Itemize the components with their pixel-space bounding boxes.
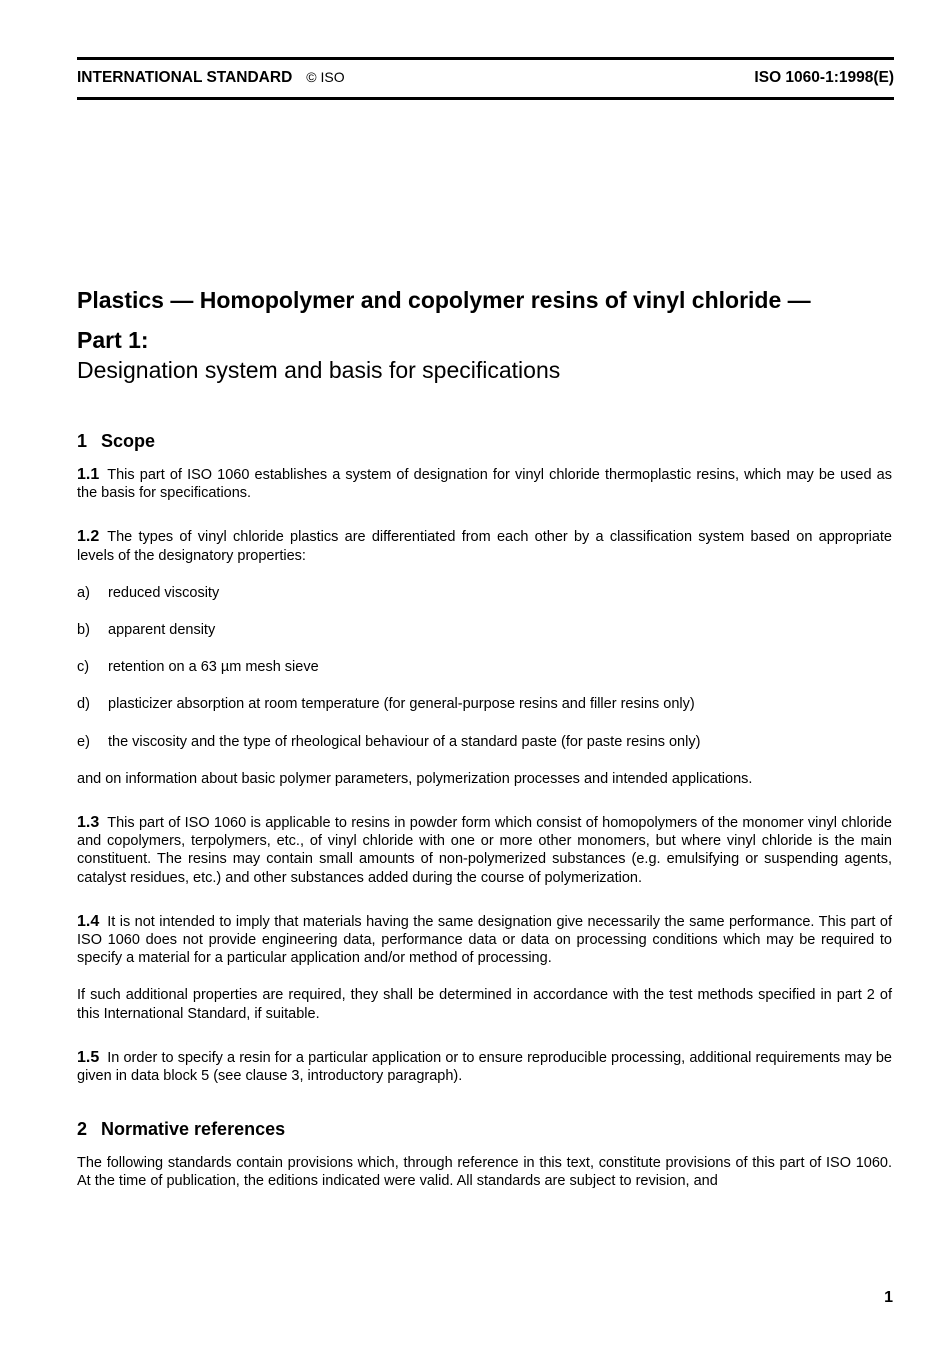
document-number: ISO 1060-1:1998(E)	[754, 69, 894, 86]
section-heading-scope	[77, 430, 892, 452]
clause-1-3	[77, 814, 892, 887]
section-title: Normative references	[101, 1119, 286, 1140]
title-subtitle: Designation system and basis for specifications	[77, 357, 561, 383]
header-top-rule	[77, 57, 894, 60]
clause-text: This part of ISO 1060 establishes a system of designation for vinyl chloride thermoplastic resins, which may be used as the basis for specifications.	[77, 467, 892, 502]
clause-number: 1.3	[77, 814, 100, 832]
list-conclusion: and on information about basic polymer parameters, polymerization processes and intended applications.	[77, 770, 753, 787]
clause-number: 1.1	[77, 466, 100, 483]
clause-text: It is not intended to imply that materials having the same designation give necessarily the same performance. This part of ISO 1060 does not provide engineering data, performance data or data on processing conditions which may be required to specify a material for a particular application and/or method of processing.	[77, 913, 892, 967]
standard-label: INTERNATIONAL STANDARD	[77, 69, 293, 86]
list-item	[77, 621, 892, 639]
list-label: a)	[77, 584, 90, 601]
page-number: 1	[884, 1289, 893, 1306]
clause-text: In order to specify a resin for a particular application or to ensure reproducible processing, additional requirements may be given in data block 5 (see clause 3, introductory paragraph).	[77, 1049, 892, 1085]
section-number: 1	[77, 431, 88, 451]
section-number: 2	[77, 1119, 88, 1140]
section-title: Scope	[101, 431, 156, 451]
title-part: Part 1:	[77, 327, 149, 353]
normative-references-text: The following standards contain provisions which, through reference in this text, constitute provisions of this part of ISO 1060. At the time of publication, the editions indicated were valid. All standards are subject to revision, and	[77, 1155, 892, 1190]
section-heading-normative-references	[77, 1118, 892, 1140]
list-label: c)	[77, 659, 90, 676]
list-text: the viscosity and the type of rheological behaviour of a standard paste (for paste resins only)	[108, 733, 701, 750]
document-body	[77, 430, 892, 1210]
list-item	[77, 733, 892, 751]
clause-text: This part of ISO 1060 is applicable to resins in powder form which consist of homopolymers of the monomer vinyl chloride and copolymers, terpolymers, etc., of vinyl chloride with one or more other monomers, but where vinyl chloride is the main constituent. The resins may contain small amounts of non-polymerized substances (e.g. emulsifying or suspending agents, catalyst residues, etc.) and other substances added during the course of polymerization.	[77, 815, 892, 886]
list-item	[77, 695, 892, 713]
clause-number: 1.5	[77, 1048, 100, 1066]
list-text: reduced viscosity	[108, 584, 220, 601]
list-item	[77, 658, 892, 676]
list-item	[77, 584, 892, 602]
list-text: retention on a 63 µm mesh sieve	[108, 659, 319, 676]
list-label: b)	[77, 622, 90, 639]
list-text: apparent density	[108, 622, 216, 639]
clause-1-1	[77, 466, 892, 502]
clause-text: The types of vinyl chloride plastics are differentiated from each other by a classification system based on appropriate levels of the designatory properties:	[77, 529, 892, 564]
list-label: e)	[77, 733, 90, 750]
header-bottom-rule	[77, 97, 894, 100]
clause-1-5	[77, 1049, 892, 1085]
clause-number: 1.4	[77, 912, 100, 930]
clause-1-2	[77, 528, 892, 564]
title-main: Plastics — Homopolymer and copolymer resins of vinyl chloride —	[77, 287, 811, 313]
clause-1-4	[77, 913, 892, 968]
list-text: plasticizer absorption at room temperature (for general-purpose resins and filler resins only)	[108, 696, 695, 713]
clause-1-4-continued: If such additional properties are required, they shall be determined in accordance with the test methods specified in part 2 of this International Standard, if suitable.	[77, 987, 892, 1022]
list-label: d)	[77, 696, 90, 713]
document-title	[77, 285, 907, 385]
clause-number: 1.2	[77, 528, 100, 546]
header-left	[77, 69, 345, 87]
copyright-notice: © ISO	[306, 69, 345, 85]
